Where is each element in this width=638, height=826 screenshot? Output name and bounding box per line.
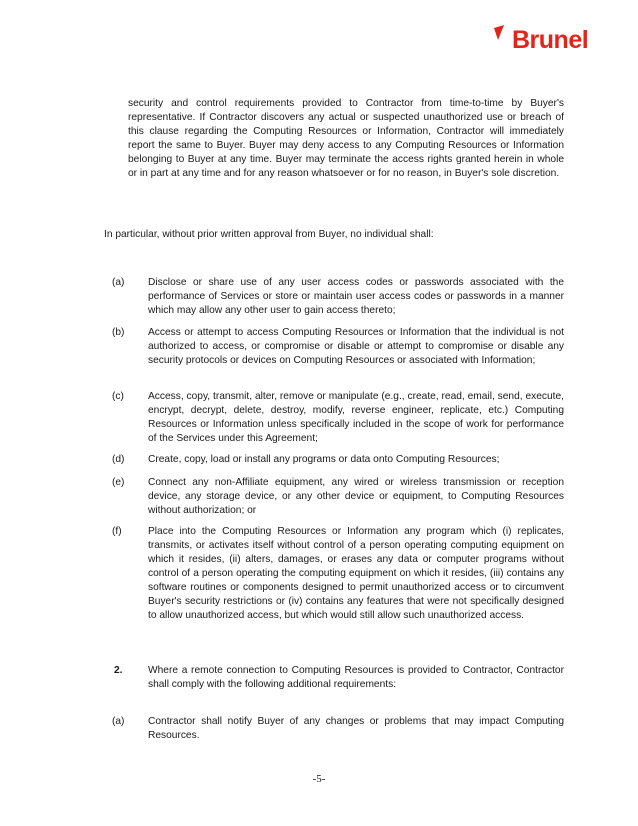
item-text: Connect any non-Affiliate equipment, any wired or wireless transmission or reception device, any storage device, or any other device or equipment, to Computing Resources without authorization; or — [148, 477, 564, 516]
item-text: Access, copy, transmit, alter, remove or manipulate (e.g., create, read, email, send, execute, encrypt, decrypt, delete, destroy, modify, reverse engineer, replicate, etc.) Computing Resources or Information unless specifically included in the scope of work for performance of the Services under this Agreement; — [148, 391, 564, 444]
item-text: Create, copy, load or install any programs or data onto Computing Resources; — [148, 454, 500, 465]
page-number: -5- — [312, 773, 326, 785]
continuation-paragraph: security and control requirements provided to Contractor from time-to-time by Buyer's representative. If Contractor discovers any actual or suspected unauthorized use or breach of this clause regarding the Computing Resources or Information, Contractor will immediately report the same to Buyer. Buyer may deny access to any Computing Resources or Information belonging to Buyer at any time. Buyer may terminate the access rights granted herein in whole or in part at any time and for any reason whatsoever or for no reason, in Buyer's sole discretion. — [128, 98, 564, 179]
item-text: Contractor shall notify Buyer of any changes or problems that may impact Computing Resources. — [148, 716, 564, 741]
item-label: (a) — [112, 277, 125, 288]
section-text: Where a remote connection to Computing Resources is provided to Contractor, Contractor shall comply with the following additional requirements: — [148, 665, 564, 690]
section-number: 2. — [114, 665, 123, 676]
logo-text: Brunel — [512, 26, 589, 54]
item-label: (b) — [112, 327, 125, 338]
item-text: Access or attempt to access Computing Resources or Information that the individual is not authorized to access, or compromise or disable or attempt to compromise or disable any security protocols or devices on Computing Resources or associated with Information; — [148, 327, 564, 366]
item-label: (e) — [112, 477, 125, 488]
item-label: (f) — [112, 526, 122, 537]
intro-paragraph: In particular, without prior written approval from Buyer, no individual shall: — [104, 229, 434, 240]
item-label: (a) — [112, 716, 125, 727]
item-text: Disclose or share use of any user access codes or passwords associated with the performance of Services or store or maintain user access codes or passwords in a manner which may allow any other user to gain access thereto; — [148, 277, 564, 316]
item-text: Place into the Computing Resources or Information any program which (i) replicates, transmits, or activates itself without control of a person operating computing equipment on which it resides, (ii) alters, damages, or erases any data or computer programs without control of a person operating the computing equipment on which it resides, (iii) contains any software routines or components designed to permit unauthorized access or to circumvent Buyer's security restrictions or (iv) contains any features that were not specifically designed to allow unauthorized access, but which would still allow such unauthorized access. — [148, 526, 564, 621]
item-label: (d) — [112, 454, 125, 465]
item-label: (c) — [112, 391, 124, 402]
